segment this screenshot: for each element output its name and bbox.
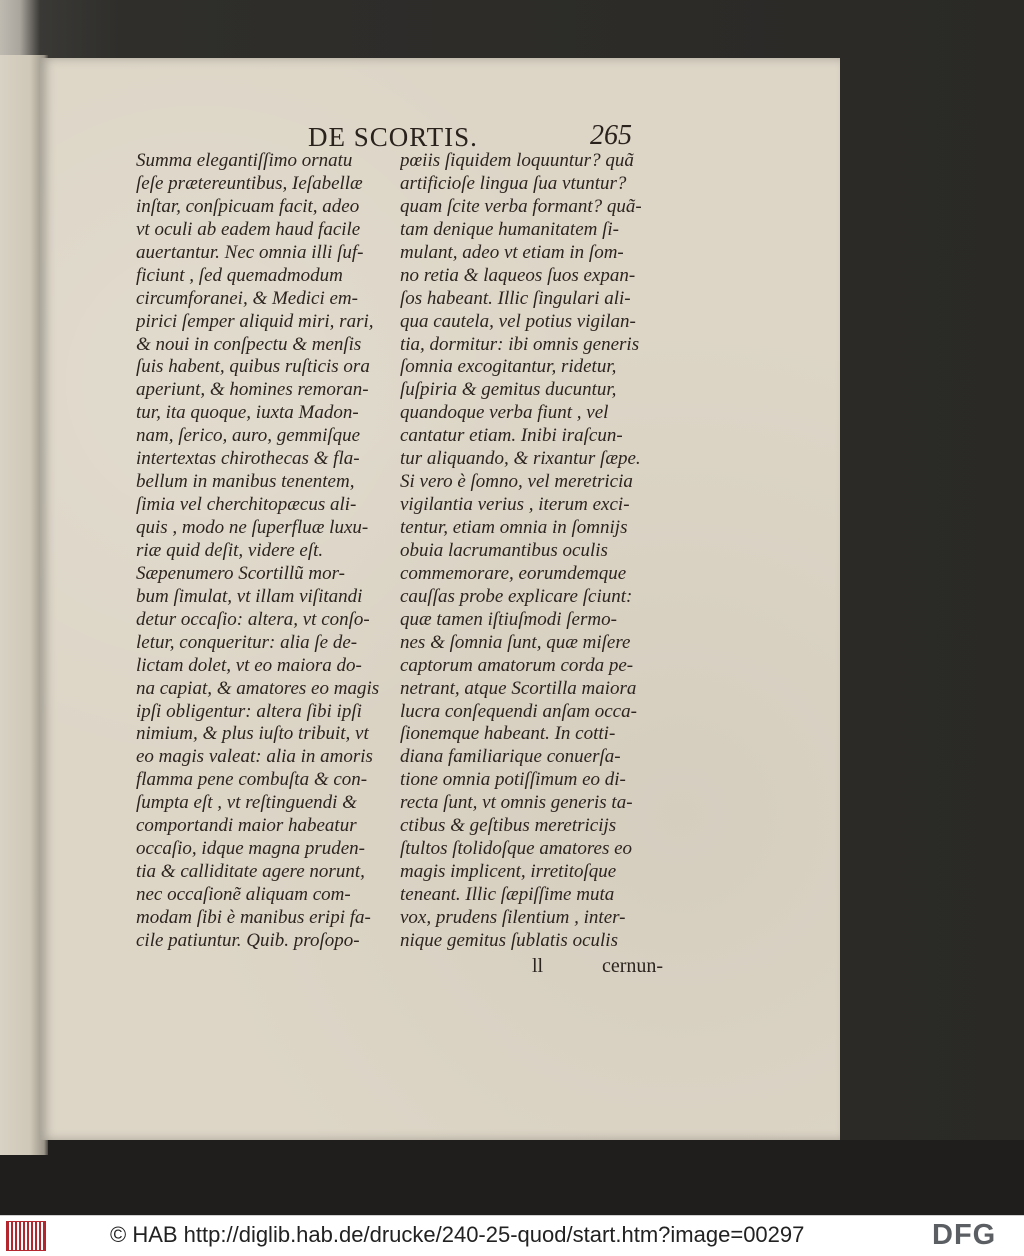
text-line: detur occaſio: altera, vt conſo- xyxy=(136,608,370,630)
text-line: Summa elegantiſſimo ornatu xyxy=(136,150,353,171)
text-line: qua cautela, vel potius vigilan- xyxy=(400,310,636,332)
text-line: quam ſcite verba formant? quã- xyxy=(400,195,642,217)
text-line: vigilantia verius , iterum exci- xyxy=(400,494,630,516)
text-line: mulant, adeo vt etiam in ſom- xyxy=(400,241,624,263)
page-number: 265 xyxy=(590,120,632,151)
text-line: magis implicent, irretitoſque xyxy=(400,861,617,883)
text-line: ſuſpiria & gemitus ducuntur, xyxy=(400,379,617,401)
text-line: lucra conſequendi anſam occa- xyxy=(400,700,637,722)
scanner-bottom-strip xyxy=(0,1140,1024,1215)
text-line: aperiunt, & homines remoran- xyxy=(136,379,369,401)
text-line: netrant, atque Scortilla maiora xyxy=(400,677,637,699)
text-line: cantatur etiam. Inibi iraſcun- xyxy=(400,425,623,447)
text-line: nec occaſionẽ aliquam com- xyxy=(136,884,351,905)
text-line: modam ſibi è manibus eripi fa- xyxy=(136,906,371,928)
text-line: ſuis habent, quibus ruſticis ora xyxy=(136,356,370,378)
text-line: ctibus & geſtibus meretricijs xyxy=(400,815,617,837)
text-line: cile patiuntur. Quib. proſopo- xyxy=(136,929,360,951)
text-line: tur aliquando, & rixantur ſæpe. xyxy=(400,448,641,470)
text-line: commemorare, eorumdemque xyxy=(400,562,627,584)
text-line: obuia lacrumantibus oculis xyxy=(400,539,608,561)
text-line: intertextas chirothecas & fla- xyxy=(136,448,360,470)
text-line: & noui in conſpectu & menſis xyxy=(136,333,362,355)
text-line: tentur, etiam omnia in ſomnijs xyxy=(400,517,628,538)
copyright-url[interactable]: © HAB http://diglib.hab.de/drucke/240-25-quod/start.htm?image=00297 xyxy=(110,1222,805,1247)
text-line: ipſi obligentur: altera ſibi ipſi xyxy=(136,700,362,722)
text-line: no retia & laqueos ſuos expan- xyxy=(400,264,636,286)
text-line: occaſio, idque magna pruden- xyxy=(136,838,366,860)
text-line: circumforanei, & Medici em- xyxy=(136,287,358,309)
text-line: ſos habeant. Illic ſingulari ali- xyxy=(400,287,631,309)
text-line: ficiunt , ſed quemadmodum xyxy=(136,264,343,286)
text-line: nam, ſerico, auro, gemmiſque xyxy=(136,425,361,447)
text-line: pirici ſemper aliquid miri, rari, xyxy=(136,310,374,332)
text-line: tia, dormitur: ibi omnis generis xyxy=(400,333,640,355)
text-line: riæ quid deſit, videre eſt. xyxy=(136,539,324,561)
text-line: quis , modo ne ſuperfluæ luxu- xyxy=(136,517,369,538)
text-line: nique gemitus ſublatis oculis xyxy=(400,929,618,951)
text-line: ſionemque habeant. In cotti- xyxy=(400,723,616,745)
text-line: artificioſe lingua ſua vtuntur? xyxy=(400,172,627,194)
text-line: pœiis ſiquidem loquuntur? quã xyxy=(400,150,634,171)
running-head: DE SCORTIS. xyxy=(308,122,478,152)
signature-mark: ll xyxy=(532,955,544,977)
text-line: flamma pene combuſta & con- xyxy=(136,769,368,791)
text-line: teneant. Illic ſæpiſſime muta xyxy=(400,884,615,905)
text-line: quæ tamen iſtiuſmodi ſermo- xyxy=(400,608,617,630)
text-line: eo magis valeat: alia in amoris xyxy=(136,746,373,768)
text-line: auertantur. Nec omnia illi ſuf- xyxy=(136,241,364,263)
text-line: ſeſe prætereuntibus, Ieſabellæ xyxy=(136,172,363,194)
right-text-column xyxy=(400,150,662,953)
text-line: Si vero è ſomno, vel meretricia xyxy=(400,471,633,493)
text-line: nes & ſomnia ſunt, quæ miſere xyxy=(400,631,631,653)
text-line: bum ſimulat, vt illam viſitandi xyxy=(136,585,363,607)
text-line: vox, prudens ſilentium , inter- xyxy=(400,906,626,928)
text-line: ſimia vel cherchitopæcus ali- xyxy=(136,494,357,516)
text-line: cauſſas probe explicare ſciunt: xyxy=(400,585,633,607)
text-line: tur, ita quoque, iuxta Madon- xyxy=(136,402,359,424)
text-line: vt oculi ab eadem haud facile xyxy=(136,218,361,240)
text-line: ſtultos ſtolidoſque amatores eo xyxy=(400,838,633,860)
text-line: recta ſunt, vt omnis generis ta- xyxy=(400,792,633,814)
text-line: tam denique humanitatem ſi- xyxy=(400,218,619,240)
left-text-column xyxy=(136,150,398,953)
barcode-icon xyxy=(6,1221,46,1251)
text-line: ſomnia excogitantur, ridetur, xyxy=(400,356,617,378)
text-line: diana familiarique conuerſa- xyxy=(400,746,621,768)
text-line: lictam dolet, vt eo maiora do- xyxy=(136,654,362,676)
catchword: cernun- xyxy=(602,955,664,977)
text-line: letur, conqueritur: alia ſe de- xyxy=(136,631,358,653)
text-line: tia & calliditate agere norunt, xyxy=(136,861,365,883)
footer-bar xyxy=(0,1215,1024,1256)
text-line: captorum amatorum corda pe- xyxy=(400,654,634,676)
text-line: nimium, & plus iuſto tribuit, vt xyxy=(136,723,369,745)
text-line: inſtar, conſpicuam facit, adeo xyxy=(136,195,360,217)
text-line: bellum in manibus tenentem, xyxy=(136,471,355,493)
text-line: comportandi maior habeatur xyxy=(136,815,357,837)
text-line: Sæpenumero Scortillũ mor- xyxy=(136,562,345,584)
text-line: quandoque verba fiunt , vel xyxy=(400,402,609,424)
dfg-logo: DFG xyxy=(932,1219,997,1251)
text-line: tione omnia potiſſimum eo di- xyxy=(400,769,626,791)
text-line: ſumpta eſt , vt reſtinguendi & xyxy=(136,792,357,814)
text-line: na capiat, & amatores eo magis xyxy=(136,677,380,699)
